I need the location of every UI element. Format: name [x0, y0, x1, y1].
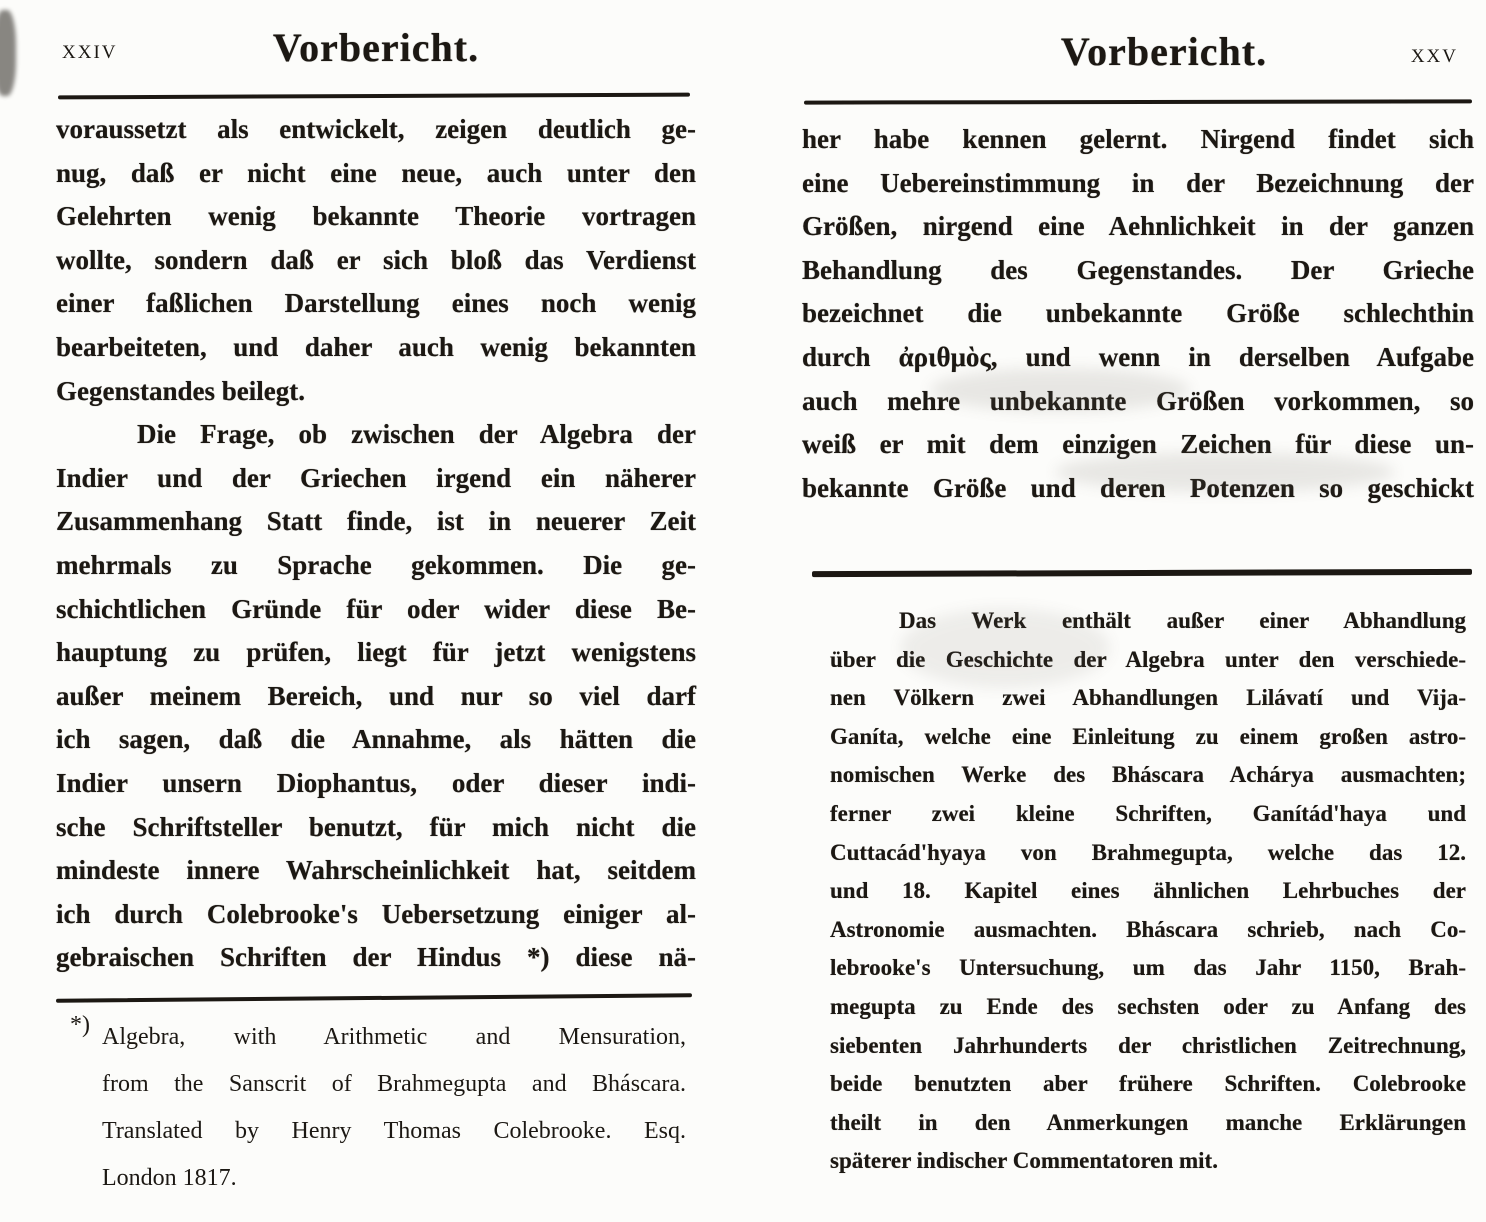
footnote-left [102, 1014, 686, 1202]
body-text-left [56, 108, 696, 980]
text-line: eine Uebereinstimmung in der Bezeichnung der [802, 167, 1474, 198]
running-title-left: Vorbericht. [272, 25, 480, 70]
text-line: voraussetzt als entwickelt, zeigen deutlich ge- [56, 114, 696, 144]
page-number-right: xxv [1410, 38, 1458, 68]
text-line: über die Geschichte der Algebra unter den verschiede- [830, 646, 1466, 672]
footnote-rule-right [812, 569, 1472, 577]
text-line: späterer indischer Commentatoren mit. [830, 1148, 1218, 1174]
text-line: Behandlung des Gegenstandes. Der Grieche [802, 254, 1474, 285]
text-line: gebraischen Schriften der Hindus *) diese nä- [56, 942, 696, 973]
text-line: bezeichnet die unbekannte Größe schlechthin [802, 298, 1474, 329]
text-line: Größen, nirgend eine Aehnlichkeit in der ganzen [802, 211, 1474, 242]
text-line: Algebra, with Arithmetic and Mensuration, [102, 1024, 686, 1050]
scan-edge-mark [0, 10, 16, 96]
text-line: durch ἀριθμὸς, und wenn in derselben Aufgabe [802, 341, 1474, 372]
text-line: bearbeiteten, und daher auch wenig bekannten [56, 331, 696, 362]
text-line: wollte, sondern daß er sich bloß das Verdienst [56, 244, 696, 275]
text-line: Die Frage, ob zwischen der Algebra der [137, 419, 696, 450]
text-line: nen Völkern zwei Abhandlungen Lilávatí und Vija- [830, 685, 1466, 711]
text-line: hauptung zu prüfen, liegt für jetzt wenigstens [56, 637, 696, 668]
text-line: ferner zwei kleine Schriften, Ganítád'haya und [830, 800, 1466, 826]
text-line: beide benutzten aber frühere Schriften. Colebrooke [830, 1071, 1466, 1097]
text-line: Zusammenhang Statt finde, ist in neuerer Zeit [56, 506, 696, 537]
header-rule-right [804, 99, 1472, 104]
page-header-left [56, 24, 696, 78]
text-line: lebrooke's Untersuchung, um das Jahr 1150, Brah- [830, 955, 1466, 981]
text-line: ich durch Colebrooke's Uebersetzung einiger al- [56, 898, 696, 929]
page-header-right [802, 28, 1474, 82]
text-line: mindeste innere Wahrscheinlichkeit hat, seitdem [56, 855, 696, 886]
text-line: sche Schriftsteller benutzt, für mich nicht die [56, 811, 696, 842]
text-line: bekannte Größe und deren Potenzen so geschickt [802, 472, 1474, 503]
page-right [802, 0, 1474, 1222]
text-line: ich sagen, daß die Annahme, als hätten die [56, 724, 696, 755]
text-line: einer faßlichen Darstellung eines noch wenig [56, 288, 696, 319]
text-line: Ganíta, welche eine Einleitung zu einem großen astro- [830, 723, 1466, 749]
text-line: Translated by Henry Thomas Colebrooke. Esq. [102, 1118, 686, 1144]
text-line: from the Sanscrit of Brahmegupta and Bháscara. [102, 1071, 686, 1097]
footnote-right [830, 602, 1466, 1181]
running-title-right: Vorbericht. [1060, 29, 1268, 74]
text-line: nomischen Werke des Bháscara Achárya ausmachten; [830, 762, 1466, 788]
header-rule-left [58, 93, 690, 100]
text-line: weiß er mit dem einzigen Zeichen für diese un- [802, 429, 1474, 460]
text-line: außer meinem Bereich, und nur so viel darf [56, 680, 696, 711]
text-line: auch mehre unbekannte Größen vorkommen, so [802, 385, 1474, 416]
text-line: Das Werk enthält außer einer Abhandlung [899, 608, 1466, 633]
text-line: her habe kennen gelernt. Nirgend findet sich [802, 124, 1474, 154]
text-line: Cuttacád'hyaya von Brahmegupta, welche das 12. [830, 839, 1466, 865]
text-line: London 1817. [102, 1165, 237, 1191]
text-line: Gelehrten wenig bekannte Theorie vortragen [56, 201, 696, 232]
text-line: und 18. Kapitel eines ähnlichen Lehrbuches der [830, 878, 1466, 904]
text-line: Indier unsern Diophantus, oder dieser indi- [56, 767, 696, 798]
text-line: theilt in den Anmerkungen manche Erklärungen [830, 1109, 1466, 1135]
text-line: Astronomie ausmachten. Bháscara schrieb, nach Co- [830, 916, 1466, 942]
page-number-left: xxiv [62, 34, 118, 64]
text-line: Indier und der Griechen irgend ein näherer [56, 462, 696, 493]
text-line: megupta zu Ende des sechsten oder zu Anfang des [830, 993, 1466, 1019]
footnote-marker: *) [70, 1012, 90, 1038]
text-line: Gegenstandes beilegt. [56, 375, 305, 406]
page-left [56, 0, 696, 1222]
footnote-rule-left [56, 993, 692, 1003]
body-text-right [802, 118, 1474, 510]
text-line: mehrmals zu Sprache gekommen. Die ge- [56, 549, 696, 580]
text-line: nug, daß er nicht eine neue, auch unter den [56, 157, 696, 188]
text-line: siebenten Jahrhunderts der christlichen Zeitrechnung, [830, 1032, 1466, 1058]
text-line: schichtlichen Gründe für oder wider diese Be- [56, 593, 696, 624]
